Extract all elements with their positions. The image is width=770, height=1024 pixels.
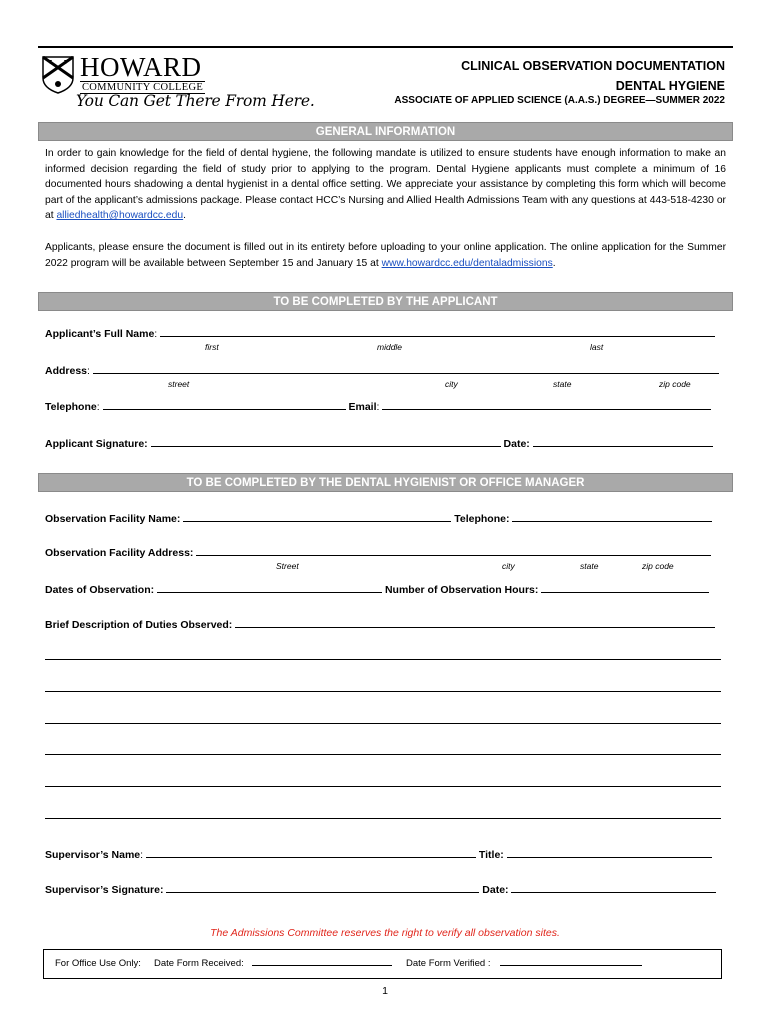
supervisor-date-label: Date: xyxy=(482,884,509,896)
name-middle-hint: middle xyxy=(377,342,403,352)
applicant-date-label: Date: xyxy=(503,438,530,450)
applicant-date-field[interactable] xyxy=(533,437,713,447)
duties-line-2[interactable] xyxy=(45,691,721,692)
applicant-signature-label: Applicant Signature: xyxy=(45,438,148,450)
general-info-paragraph-1 xyxy=(45,146,726,224)
facility-state-hint: state xyxy=(580,561,599,571)
college-tagline: You Can Get There From Here. xyxy=(76,92,315,110)
facility-address-label: Observation Facility Address: xyxy=(45,547,194,559)
observation-hours-label: Number of Observation Hours: xyxy=(384,584,539,596)
address-label: Address xyxy=(45,365,88,377)
period-2: . xyxy=(552,257,556,269)
applicant-name-label: Applicant’s Full Name xyxy=(45,328,155,340)
addr-city-hint: city xyxy=(445,379,458,389)
duties-label: Brief Description of Duties Observed: xyxy=(45,619,233,631)
supervisor-date-field[interactable] xyxy=(511,883,716,893)
supervisor-title-field[interactable] xyxy=(507,848,712,858)
duties-line-4[interactable] xyxy=(45,754,721,755)
facility-city-hint: city xyxy=(502,561,515,571)
page-number: 1 xyxy=(382,985,388,997)
applicant-band: TO BE COMPLETED BY THE APPLICANT xyxy=(38,292,733,311)
applicant-signature-row xyxy=(45,437,713,450)
shield-icon xyxy=(42,56,74,94)
email-field[interactable] xyxy=(382,400,711,410)
title-line-1: CLINICAL OBSERVATION DOCUMENTATION xyxy=(461,59,725,73)
date-received-label: Date Form Received: xyxy=(154,958,244,969)
address-field[interactable] xyxy=(93,364,719,374)
supervisor-name-field[interactable] xyxy=(146,848,476,858)
applicant-name-row: Applicant’s Full Name: xyxy=(45,327,715,340)
name-last-hint: last xyxy=(590,342,604,352)
applicant-name-field[interactable] xyxy=(160,327,715,337)
applicant-signature-field[interactable] xyxy=(151,437,501,447)
addr-zip-hint: zip code xyxy=(659,379,691,389)
email-label: Email xyxy=(348,401,377,413)
facility-name-field[interactable] xyxy=(183,512,451,522)
date-received-field[interactable] xyxy=(252,956,392,969)
general-info-text: In order to gain knowledge for the field of dental hygiene, the following mandate is utilized to ensure students have enough information to make an informed decision regarding the field of study prior to applying to the program. Dental Hygiene applicants must complete a minimum of 16 documented hours shadowing a dental hygienist in a dental office setting. We appreciate your assistance by completing this form which will become part of the applicant’s admissions package. Please contact HCC’s Nursing and Allied Health Admissions Team with any questions at 443-518-4230 or at xyxy=(45,148,726,222)
addr-street-hint: street xyxy=(168,379,190,389)
supervisor-signature-row xyxy=(45,883,716,896)
name-first-hint: first xyxy=(205,342,219,352)
observation-dates-field[interactable] xyxy=(157,583,382,593)
hygienist-band: TO BE COMPLETED BY THE DENTAL HYGIENIST OR OFFICE MANAGER xyxy=(38,473,733,492)
dental-admissions-link[interactable]: www.howardcc.edu/dentaladmissions xyxy=(381,257,553,269)
college-name: HOWARD xyxy=(80,52,202,82)
period: . xyxy=(183,210,186,222)
general-info-paragraph-2 xyxy=(45,240,726,271)
telephone-email-row: Telephone: Email: xyxy=(45,400,711,413)
facility-address-row xyxy=(45,546,711,559)
telephone-field[interactable] xyxy=(103,400,346,410)
facility-name-label: Observation Facility Name: xyxy=(45,513,181,525)
observation-dates-label: Dates of Observation: xyxy=(45,584,155,596)
observation-dates-row xyxy=(45,583,709,596)
duties-line-6[interactable] xyxy=(45,818,721,819)
facility-telephone-field[interactable] xyxy=(512,512,712,522)
title-line-2: DENTAL HYGIENE xyxy=(615,79,725,93)
duties-line-5[interactable] xyxy=(45,786,721,787)
office-use-label: For Office Use Only: xyxy=(55,958,141,969)
date-verified-label: Date Form Verified : xyxy=(406,958,491,969)
supervisor-signature-field[interactable] xyxy=(166,883,479,893)
college-logo xyxy=(42,52,315,114)
office-use-box xyxy=(43,949,722,979)
facility-street-hint: Street xyxy=(276,561,299,571)
duties-row xyxy=(45,618,715,631)
verification-notice: The Admissions Committee reserves the right to verify all observation sites. xyxy=(210,927,560,939)
addr-state-hint: state xyxy=(553,379,572,389)
email-link[interactable]: alliedhealth@howardcc.edu xyxy=(56,210,184,222)
duties-field[interactable] xyxy=(235,618,715,628)
facility-telephone-label: Telephone: xyxy=(454,513,510,525)
document-title xyxy=(461,56,725,96)
college-sub: COMMUNITY COLLEGE xyxy=(82,82,204,93)
address-row: Address: xyxy=(45,364,719,377)
general-info-band: GENERAL INFORMATION xyxy=(38,122,733,141)
observation-hours-field[interactable] xyxy=(541,583,709,593)
supervisor-signature-label: Supervisor’s Signature: xyxy=(45,884,164,896)
telephone-label: Telephone xyxy=(45,401,97,413)
supervisor-name-row: Supervisor’s Name: Title: xyxy=(45,848,712,861)
facility-name-row xyxy=(45,512,712,525)
facility-address-field[interactable] xyxy=(196,546,711,556)
general-info-text-2: Applicants, please ensure the document is filled out in its entirety before uploading to your online application. The online application for the Summer 2022 program will be available between September 15 and January 15 at xyxy=(45,242,726,269)
supervisor-name-label: Supervisor’s Name xyxy=(45,849,141,861)
date-verified-field[interactable] xyxy=(500,956,642,969)
supervisor-title-label: Title: xyxy=(478,849,504,861)
duties-line-1[interactable] xyxy=(45,659,721,660)
header-rule xyxy=(38,46,733,48)
facility-zip-hint: zip code xyxy=(642,561,674,571)
duties-line-3[interactable] xyxy=(45,723,721,724)
document-subtitle: ASSOCIATE OF APPLIED SCIENCE (A.A.S.) DEGREE—SUMMER 2022 xyxy=(394,95,725,106)
